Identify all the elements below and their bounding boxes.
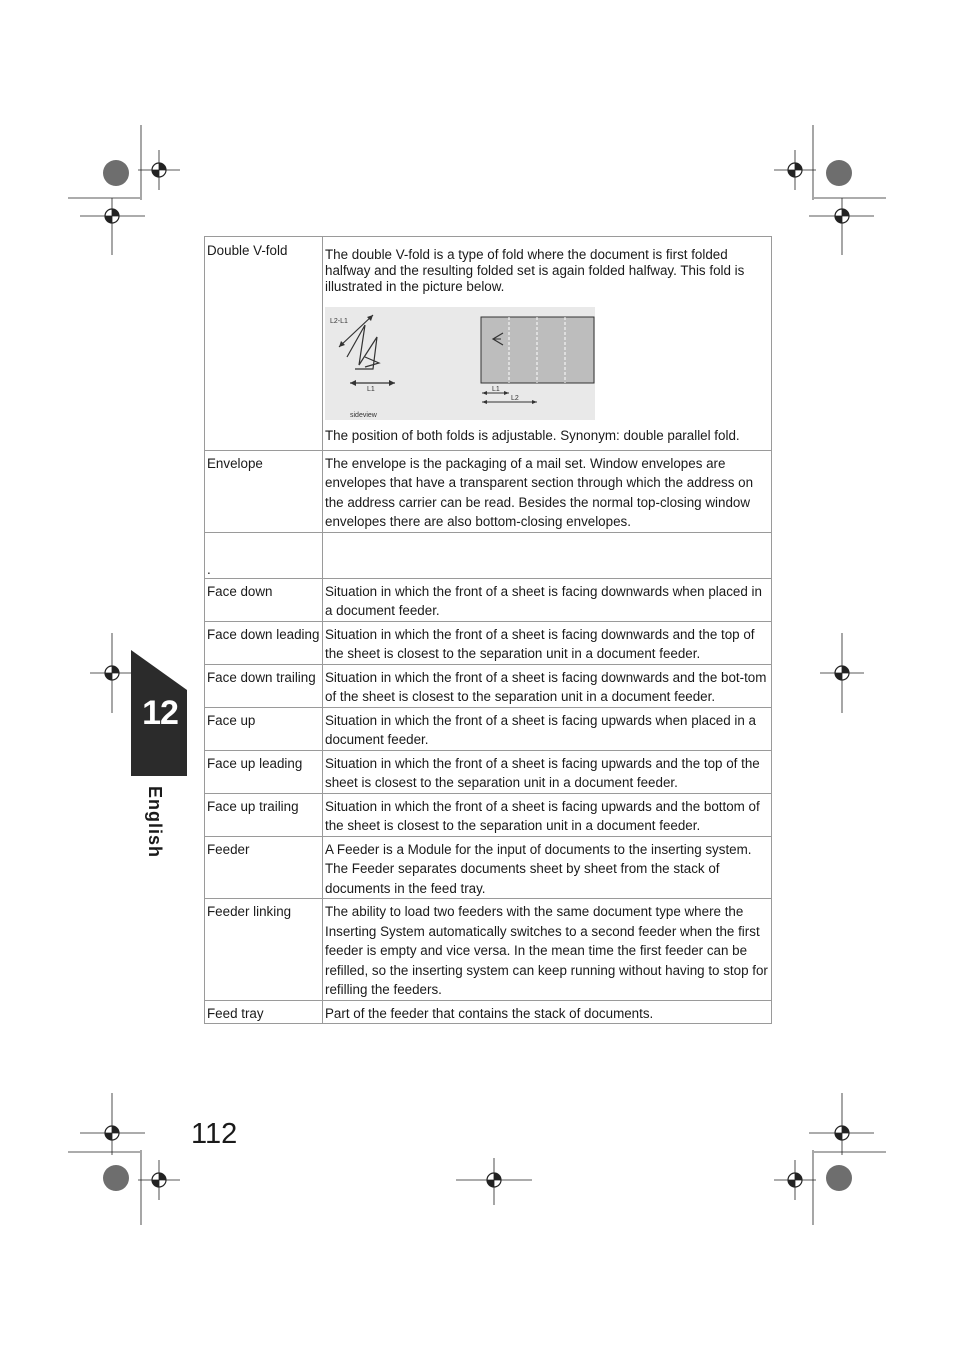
glossary-definition: [323, 532, 772, 578]
glossary-term: Feed tray: [205, 1000, 323, 1024]
glossary-row: [205, 836, 772, 899]
page-number: 112: [191, 1118, 238, 1150]
glossary-table: [204, 236, 772, 1024]
glossary-definition: Situation in which the front of a sheet is facing upwards when placed in a document feeder.: [323, 707, 772, 750]
glossary-term: Face up trailing: [205, 793, 323, 836]
glossary-row-blank: [205, 532, 772, 578]
glossary-term-dot: .: [207, 561, 211, 577]
glossary-row: [205, 1000, 772, 1024]
glossary-term: Face down leading: [205, 621, 323, 664]
glossary-row: [205, 750, 772, 793]
glossary-row: [205, 707, 772, 750]
glossary-definition: [323, 237, 772, 451]
glossary-definition: A Feeder is a Module for the input of documents to the inserting system. The Feeder separates documents sheet by sheet from the stack of documents in the feed tray.: [323, 836, 772, 899]
chapter-language-label: English: [145, 786, 165, 859]
figure-label: sideview: [350, 412, 377, 419]
figure-label: L2-L1: [330, 318, 348, 325]
glossary-term: Face down: [205, 578, 323, 621]
glossary-row: [205, 899, 772, 1001]
figure-label: L2: [511, 395, 519, 402]
glossary-definition: Situation in which the front of a sheet is facing downwards when placed in a document feeder.: [323, 578, 772, 621]
glossary-row: [205, 621, 772, 664]
glossary-term: [205, 532, 323, 578]
glossary-term: Envelope: [205, 450, 323, 532]
glossary-term: Face down trailing: [205, 664, 323, 707]
glossary-definition: The envelope is the packaging of a mail set. Window envelopes are envelopes that have a transparent section through which the address on the address carrier can be read. Besides the normal top-closing window envelopes there are also bottom-closing envelopes.: [323, 450, 772, 532]
glossary-definition-note: The position of both folds is adjustable. Synonym: double parallel fold.: [325, 428, 740, 443]
glossary-row: [205, 450, 772, 532]
glossary-definition: The ability to load two feeders with the same document type where the Inserting System automatically switches to a second feeder when the first feeder is empty and vice versa. In the mean time the first feeder can be refilled, so the inserting system can keep running without having to stop for refilling the feeders.: [323, 899, 772, 1001]
glossary-term: Face up: [205, 707, 323, 750]
chapter-number: 12: [142, 694, 178, 732]
glossary-definition: Part of the feeder that contains the stack of documents.: [323, 1000, 772, 1024]
glossary-row: [205, 578, 772, 621]
double-v-fold-illustration: [325, 307, 595, 420]
figure-label: L1: [367, 386, 375, 393]
glossary-term: Face up leading: [205, 750, 323, 793]
glossary-definition: Situation in which the front of a sheet is facing upwards and the bottom of the sheet is closest to the separation unit in a document feeder.: [323, 793, 772, 836]
glossary-term: Feeder linking: [205, 899, 323, 1001]
glossary-term: Feeder: [205, 836, 323, 899]
figure-label: L1: [492, 386, 500, 393]
glossary-term: Double V-fold: [205, 237, 323, 451]
glossary-row: [205, 237, 772, 451]
glossary-definition: Situation in which the front of a sheet is facing upwards and the top of the sheet is closest to the separation unit in a document feeder.: [323, 750, 772, 793]
glossary-definition: Situation in which the front of a sheet is facing downwards and the top of the sheet is closest to the separation unit in a document feeder.: [323, 621, 772, 664]
glossary-definition-text: The double V-fold is a type of fold where the document is first folded halfway and the resulting folded set is again folded halfway. This fold is illustrated in the picture below.: [325, 247, 745, 294]
glossary-definition: Situation in which the front of a sheet is facing downwards and the bot-tom of the sheet is closest to the separation unit in a document feeder.: [323, 664, 772, 707]
glossary-row: [205, 793, 772, 836]
glossary-row: [205, 664, 772, 707]
